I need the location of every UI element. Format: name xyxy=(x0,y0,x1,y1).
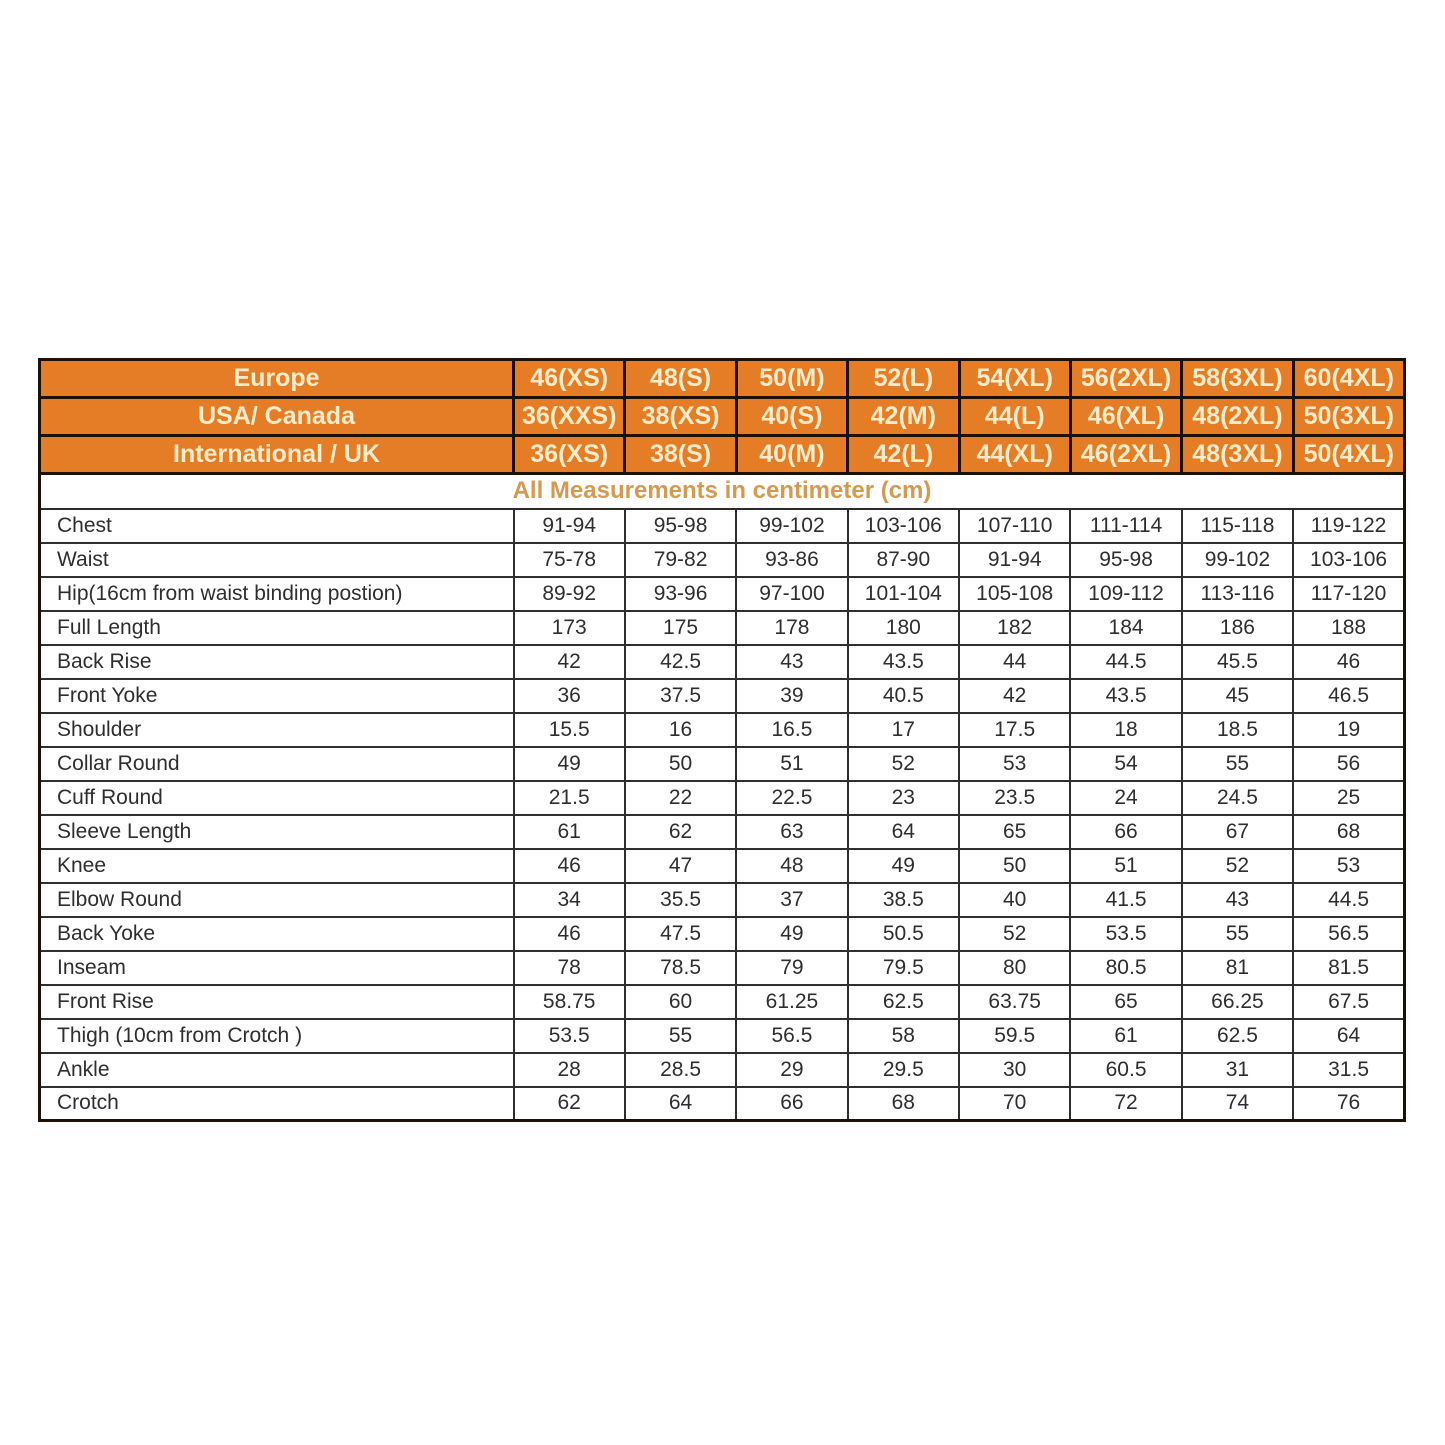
size-cell: 36(XXS) xyxy=(514,398,625,436)
table-row xyxy=(40,883,1405,917)
value-cell: 50 xyxy=(625,747,736,781)
size-chart-table xyxy=(38,358,1406,1122)
size-cell: 44(L) xyxy=(959,398,1070,436)
table-row xyxy=(40,747,1405,781)
size-cell: 50(3XL) xyxy=(1293,398,1404,436)
value-cell: 79-82 xyxy=(625,543,736,577)
value-cell: 53.5 xyxy=(514,1019,625,1053)
value-cell: 42 xyxy=(514,645,625,679)
value-cell: 175 xyxy=(625,611,736,645)
size-cell: 58(3XL) xyxy=(1182,360,1293,398)
value-cell: 38.5 xyxy=(848,883,959,917)
value-cell: 186 xyxy=(1182,611,1293,645)
table-row xyxy=(40,611,1405,645)
value-cell: 81 xyxy=(1182,951,1293,985)
value-cell: 53 xyxy=(959,747,1070,781)
size-cell: 52(L) xyxy=(848,360,959,398)
value-cell: 53 xyxy=(1293,849,1404,883)
value-cell: 62 xyxy=(625,815,736,849)
value-cell: 31 xyxy=(1182,1053,1293,1087)
value-cell: 50.5 xyxy=(848,917,959,951)
value-cell: 51 xyxy=(736,747,847,781)
value-cell: 22 xyxy=(625,781,736,815)
value-cell: 64 xyxy=(625,1087,736,1121)
measurement-label: Collar Round xyxy=(40,747,514,781)
value-cell: 67.5 xyxy=(1293,985,1404,1019)
measurement-label: Back Rise xyxy=(40,645,514,679)
value-cell: 93-86 xyxy=(736,543,847,577)
value-cell: 113-116 xyxy=(1182,577,1293,611)
measurement-label: Elbow Round xyxy=(40,883,514,917)
table-row xyxy=(40,509,1405,543)
value-cell: 62 xyxy=(514,1087,625,1121)
value-cell: 79.5 xyxy=(848,951,959,985)
value-cell: 62.5 xyxy=(1182,1019,1293,1053)
size-cell: 50(4XL) xyxy=(1293,436,1404,474)
table-row xyxy=(40,781,1405,815)
value-cell: 46.5 xyxy=(1293,679,1404,713)
size-cell: 40(M) xyxy=(736,436,847,474)
value-cell: 64 xyxy=(848,815,959,849)
header-row xyxy=(40,398,1405,436)
value-cell: 36 xyxy=(514,679,625,713)
value-cell: 95-98 xyxy=(1070,543,1181,577)
table-row xyxy=(40,577,1405,611)
value-cell: 64 xyxy=(1293,1019,1404,1053)
value-cell: 40.5 xyxy=(848,679,959,713)
value-cell: 35.5 xyxy=(625,883,736,917)
size-cell: 42(L) xyxy=(848,436,959,474)
value-cell: 50 xyxy=(959,849,1070,883)
value-cell: 103-106 xyxy=(1293,543,1404,577)
value-cell: 105-108 xyxy=(959,577,1070,611)
value-cell: 51 xyxy=(1070,849,1181,883)
value-cell: 182 xyxy=(959,611,1070,645)
measurement-label: Knee xyxy=(40,849,514,883)
value-cell: 119-122 xyxy=(1293,509,1404,543)
value-cell: 39 xyxy=(736,679,847,713)
table-row xyxy=(40,917,1405,951)
value-cell: 54 xyxy=(1070,747,1181,781)
size-cell: 48(2XL) xyxy=(1182,398,1293,436)
value-cell: 28 xyxy=(514,1053,625,1087)
size-cell: 48(3XL) xyxy=(1182,436,1293,474)
value-cell: 42 xyxy=(959,679,1070,713)
value-cell: 44.5 xyxy=(1070,645,1181,679)
value-cell: 80 xyxy=(959,951,1070,985)
value-cell: 23.5 xyxy=(959,781,1070,815)
value-cell: 75-78 xyxy=(514,543,625,577)
value-cell: 89-92 xyxy=(514,577,625,611)
value-cell: 101-104 xyxy=(848,577,959,611)
size-cell: 38(S) xyxy=(625,436,736,474)
value-cell: 45 xyxy=(1182,679,1293,713)
value-cell: 184 xyxy=(1070,611,1181,645)
value-cell: 46 xyxy=(1293,645,1404,679)
measurement-label: Ankle xyxy=(40,1053,514,1087)
value-cell: 56.5 xyxy=(736,1019,847,1053)
value-cell: 43 xyxy=(1182,883,1293,917)
measurement-label: Shoulder xyxy=(40,713,514,747)
value-cell: 109-112 xyxy=(1070,577,1181,611)
table-row xyxy=(40,985,1405,1019)
measurement-label: Front Yoke xyxy=(40,679,514,713)
size-cell: 46(XS) xyxy=(514,360,625,398)
value-cell: 103-106 xyxy=(848,509,959,543)
value-cell: 107-110 xyxy=(959,509,1070,543)
value-cell: 52 xyxy=(848,747,959,781)
value-cell: 42.5 xyxy=(625,645,736,679)
size-cell: 42(M) xyxy=(848,398,959,436)
value-cell: 56.5 xyxy=(1293,917,1404,951)
value-cell: 80.5 xyxy=(1070,951,1181,985)
value-cell: 41.5 xyxy=(1070,883,1181,917)
size-cell: 56(2XL) xyxy=(1070,360,1181,398)
measurement-label: Chest xyxy=(40,509,514,543)
value-cell: 61.25 xyxy=(736,985,847,1019)
value-cell: 93-96 xyxy=(625,577,736,611)
value-cell: 49 xyxy=(736,917,847,951)
size-cell: 36(XS) xyxy=(514,436,625,474)
value-cell: 48 xyxy=(736,849,847,883)
size-cell: 54(XL) xyxy=(959,360,1070,398)
measurement-label: Inseam xyxy=(40,951,514,985)
value-cell: 117-120 xyxy=(1293,577,1404,611)
value-cell: 18.5 xyxy=(1182,713,1293,747)
table-row xyxy=(40,849,1405,883)
size-cell: 50(M) xyxy=(736,360,847,398)
value-cell: 16.5 xyxy=(736,713,847,747)
value-cell: 46 xyxy=(514,849,625,883)
value-cell: 99-102 xyxy=(1182,543,1293,577)
value-cell: 43 xyxy=(736,645,847,679)
value-cell: 49 xyxy=(848,849,959,883)
value-cell: 72 xyxy=(1070,1087,1181,1121)
size-cell: 44(XL) xyxy=(959,436,1070,474)
value-cell: 56 xyxy=(1293,747,1404,781)
value-cell: 115-118 xyxy=(1182,509,1293,543)
value-cell: 45.5 xyxy=(1182,645,1293,679)
value-cell: 47.5 xyxy=(625,917,736,951)
value-cell: 95-98 xyxy=(625,509,736,543)
value-cell: 22.5 xyxy=(736,781,847,815)
value-cell: 44 xyxy=(959,645,1070,679)
measurement-label: Thigh (10cm from Crotch ) xyxy=(40,1019,514,1053)
value-cell: 97-100 xyxy=(736,577,847,611)
value-cell: 44.5 xyxy=(1293,883,1404,917)
value-cell: 49 xyxy=(514,747,625,781)
value-cell: 65 xyxy=(959,815,1070,849)
value-cell: 63 xyxy=(736,815,847,849)
value-cell: 87-90 xyxy=(848,543,959,577)
value-cell: 55 xyxy=(625,1019,736,1053)
measurement-label: Sleeve Length xyxy=(40,815,514,849)
table-row xyxy=(40,1087,1405,1121)
value-cell: 180 xyxy=(848,611,959,645)
value-cell: 24 xyxy=(1070,781,1181,815)
value-cell: 28.5 xyxy=(625,1053,736,1087)
value-cell: 99-102 xyxy=(736,509,847,543)
value-cell: 55 xyxy=(1182,747,1293,781)
value-cell: 53.5 xyxy=(1070,917,1181,951)
value-cell: 68 xyxy=(848,1087,959,1121)
value-cell: 63.75 xyxy=(959,985,1070,1019)
value-cell: 29.5 xyxy=(848,1053,959,1087)
measurement-label: Cuff Round xyxy=(40,781,514,815)
value-cell: 24.5 xyxy=(1182,781,1293,815)
value-cell: 18 xyxy=(1070,713,1181,747)
value-cell: 74 xyxy=(1182,1087,1293,1121)
value-cell: 46 xyxy=(514,917,625,951)
value-cell: 47 xyxy=(625,849,736,883)
value-cell: 67 xyxy=(1182,815,1293,849)
value-cell: 59.5 xyxy=(959,1019,1070,1053)
size-cell: 46(2XL) xyxy=(1070,436,1181,474)
measurement-label: Hip(16cm from waist binding postion) xyxy=(40,577,514,611)
value-cell: 91-94 xyxy=(959,543,1070,577)
size-cell: 38(XS) xyxy=(625,398,736,436)
region-label: Europe xyxy=(40,360,514,398)
value-cell: 65 xyxy=(1070,985,1181,1019)
table-row xyxy=(40,543,1405,577)
header-row xyxy=(40,360,1405,398)
value-cell: 70 xyxy=(959,1087,1070,1121)
value-cell: 17.5 xyxy=(959,713,1070,747)
value-cell: 68 xyxy=(1293,815,1404,849)
table-row xyxy=(40,1019,1405,1053)
value-cell: 52 xyxy=(959,917,1070,951)
value-cell: 55 xyxy=(1182,917,1293,951)
measurements-note: All Measurements in centimeter (cm) xyxy=(40,474,1405,509)
size-cell: 48(S) xyxy=(625,360,736,398)
value-cell: 78 xyxy=(514,951,625,985)
table-row xyxy=(40,1053,1405,1087)
size-chart xyxy=(38,358,1406,1122)
value-cell: 61 xyxy=(1070,1019,1181,1053)
value-cell: 188 xyxy=(1293,611,1404,645)
measurements-note-row xyxy=(40,474,1405,509)
size-cell: 60(4XL) xyxy=(1293,360,1404,398)
value-cell: 37 xyxy=(736,883,847,917)
table-row xyxy=(40,815,1405,849)
value-cell: 43.5 xyxy=(1070,679,1181,713)
value-cell: 15.5 xyxy=(514,713,625,747)
measurement-label: Back Yoke xyxy=(40,917,514,951)
value-cell: 61 xyxy=(514,815,625,849)
value-cell: 25 xyxy=(1293,781,1404,815)
table-row xyxy=(40,679,1405,713)
value-cell: 30 xyxy=(959,1053,1070,1087)
value-cell: 58.75 xyxy=(514,985,625,1019)
value-cell: 16 xyxy=(625,713,736,747)
value-cell: 66 xyxy=(1070,815,1181,849)
value-cell: 66 xyxy=(736,1087,847,1121)
value-cell: 66.25 xyxy=(1182,985,1293,1019)
value-cell: 91-94 xyxy=(514,509,625,543)
value-cell: 78.5 xyxy=(625,951,736,985)
header-row xyxy=(40,436,1405,474)
measurement-label: Front Rise xyxy=(40,985,514,1019)
value-cell: 178 xyxy=(736,611,847,645)
value-cell: 19 xyxy=(1293,713,1404,747)
value-cell: 111-114 xyxy=(1070,509,1181,543)
table-row xyxy=(40,713,1405,747)
measurement-label: Crotch xyxy=(40,1087,514,1121)
region-label: USA/ Canada xyxy=(40,398,514,436)
value-cell: 23 xyxy=(848,781,959,815)
value-cell: 17 xyxy=(848,713,959,747)
measurement-label: Full Length xyxy=(40,611,514,645)
value-cell: 58 xyxy=(848,1019,959,1053)
value-cell: 173 xyxy=(514,611,625,645)
value-cell: 52 xyxy=(1182,849,1293,883)
value-cell: 81.5 xyxy=(1293,951,1404,985)
value-cell: 37.5 xyxy=(625,679,736,713)
value-cell: 43.5 xyxy=(848,645,959,679)
table-row xyxy=(40,951,1405,985)
value-cell: 79 xyxy=(736,951,847,985)
table-row xyxy=(40,645,1405,679)
value-cell: 29 xyxy=(736,1053,847,1087)
value-cell: 40 xyxy=(959,883,1070,917)
measurement-label: Waist xyxy=(40,543,514,577)
value-cell: 60 xyxy=(625,985,736,1019)
size-cell: 40(S) xyxy=(736,398,847,436)
region-label: International / UK xyxy=(40,436,514,474)
value-cell: 31.5 xyxy=(1293,1053,1404,1087)
value-cell: 76 xyxy=(1293,1087,1404,1121)
value-cell: 62.5 xyxy=(848,985,959,1019)
value-cell: 34 xyxy=(514,883,625,917)
value-cell: 21.5 xyxy=(514,781,625,815)
size-cell: 46(XL) xyxy=(1070,398,1181,436)
value-cell: 60.5 xyxy=(1070,1053,1181,1087)
